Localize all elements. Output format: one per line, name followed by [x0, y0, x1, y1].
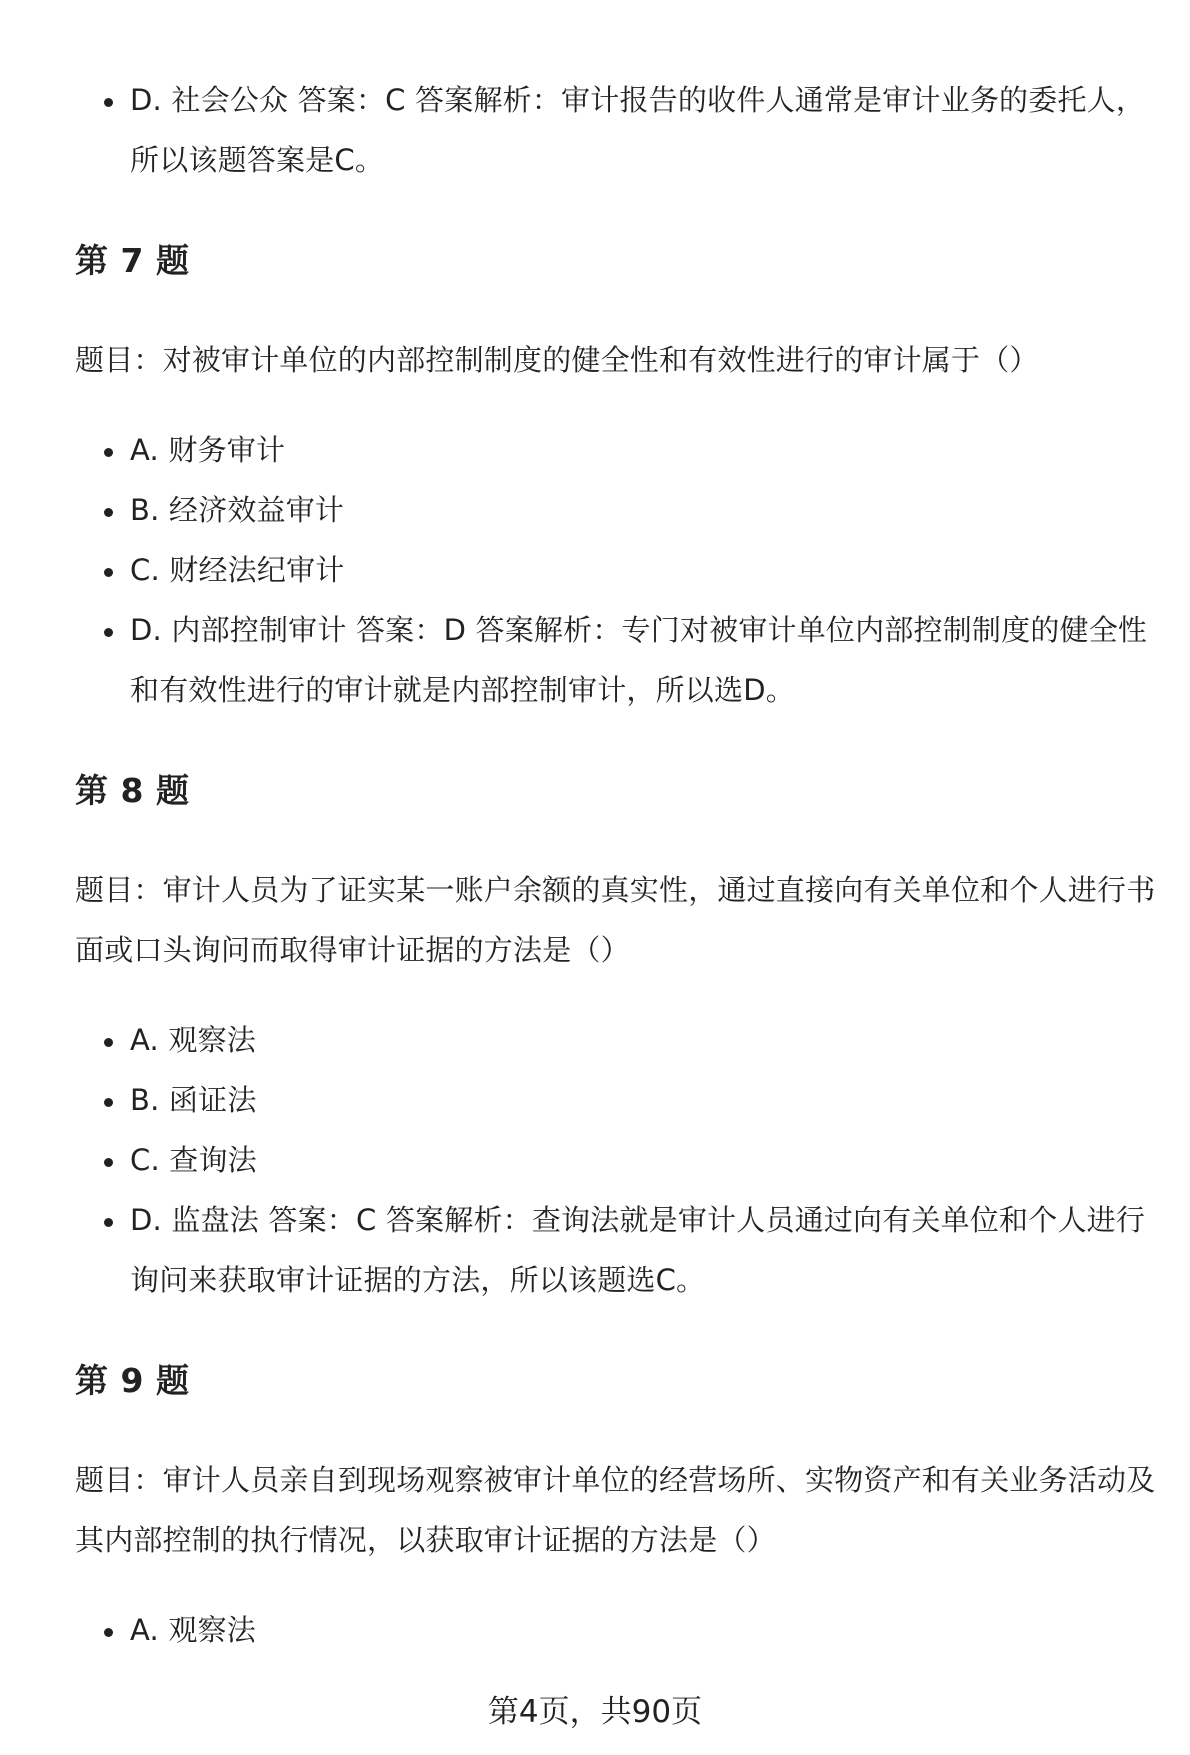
question-9-stem: 题目：审计人员亲自到现场观察被审计单位的经营场所、实物资产和有关业务活动及其内部控制的执行情况，以获取审计证据的方法是（） [75, 1463, 1156, 1557]
option-item: B. 函证法 [75, 1070, 1165, 1130]
option-item: D. 内部控制审计 答案：D 答案解析：专门对被审计单位内部控制制度的健全性和有效性进行的审计就是内部控制审计，所以选D。 [75, 600, 1165, 720]
question-9-heading: 第 9 题 [75, 1361, 190, 1400]
question-7-stem: 题目：对被审计单位的内部控制制度的健全性和有效性进行的审计属于（） [75, 343, 1039, 377]
question-8-stem: 题目：审计人员为了证实某一账户余额的真实性，通过直接向有关单位和个人进行书面或口头询问而取得审计证据的方法是（） [75, 873, 1156, 967]
option-item: C. 财经法纪审计 [75, 540, 1165, 600]
page-number: 第4页，共90页 [487, 1694, 703, 1730]
option-item: A. 财务审计 [75, 420, 1165, 480]
question-9-options [75, 1600, 1165, 1660]
prev-question-options [75, 70, 1165, 190]
question-7-heading: 第 7 题 [75, 241, 190, 280]
option-item: C. 查询法 [75, 1130, 1165, 1190]
option-item: A. 观察法 [75, 1010, 1165, 1070]
question-8-options [75, 1010, 1165, 1310]
question-8-heading: 第 8 题 [75, 771, 190, 810]
option-item: A. 观察法 [75, 1600, 1165, 1660]
option-item: B. 经济效益审计 [75, 480, 1165, 540]
option-item: D. 社会公众 答案：C 答案解析：审计报告的收件人通常是审计业务的委托人，所以该题答案是C。 [75, 70, 1165, 190]
question-7-options [75, 420, 1165, 720]
option-item: D. 监盘法 答案：C 答案解析：查询法就是审计人员通过向有关单位和个人进行询问来获取审计证据的方法，所以该题选C。 [75, 1190, 1165, 1310]
